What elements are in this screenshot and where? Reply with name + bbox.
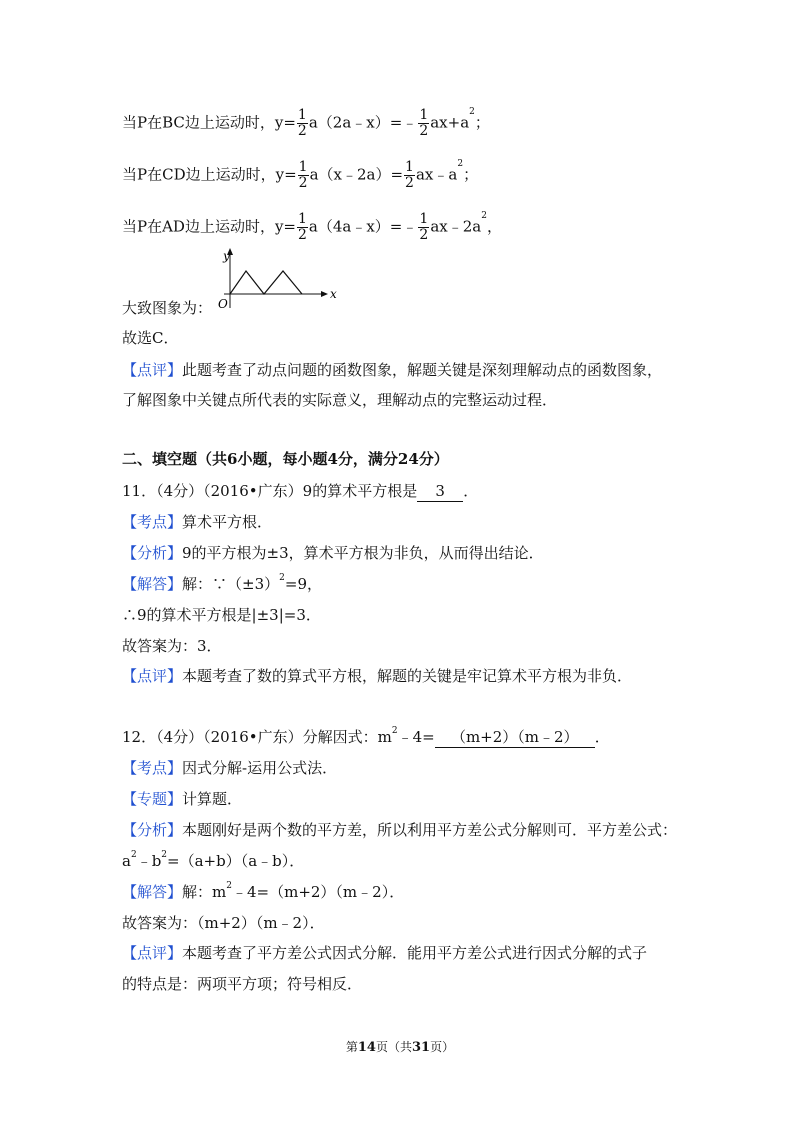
fenxi-tag: 【分析】 — [122, 544, 183, 562]
review-text: 此题考查了动点问题的函数图象，解题关键是深刻理解动点的函数图象， — [182, 361, 663, 379]
jieda-tag: 【解答】 — [122, 883, 183, 901]
dianping-text: 本题考查了平方差公式因式分解．能用平方差公式进行因式分解的式子 — [182, 944, 648, 962]
function-graph — [212, 246, 340, 312]
jieda-tag: 【解答】 — [122, 575, 183, 593]
superscript: 2 — [226, 881, 232, 891]
zhuanti-tag: 【专题】 — [122, 790, 183, 808]
fraction — [298, 160, 309, 191]
numerator: 1 — [405, 159, 414, 175]
solution-line-ad — [122, 212, 502, 243]
q12-kaodian — [122, 758, 337, 778]
origin-label: O — [218, 297, 228, 311]
footer-text: 第 — [345, 1040, 358, 1054]
y-eq: y= — [274, 113, 296, 132]
q12-dianping-2: 的特点是：两项平方项；符号相反． — [122, 975, 363, 993]
review-line-1 — [122, 360, 662, 380]
q11-final: 故答案为：3． — [122, 637, 222, 655]
solution-line-cd — [122, 160, 478, 191]
superscript: 2 — [481, 211, 487, 221]
jieda-end: =9， — [284, 575, 322, 593]
expr-mid: a（4a﹣x）=﹣ — [308, 217, 418, 236]
q12-fenxi — [122, 820, 677, 840]
q12-final: 故答案为：（m+2）（m﹣2）． — [122, 914, 325, 932]
superscript: 2 — [469, 107, 475, 117]
q11-stem — [122, 481, 478, 502]
footer-text: 页（共 — [375, 1040, 412, 1054]
denominator: 2 — [298, 227, 307, 243]
q12-stem-end: ． — [594, 728, 610, 746]
expr-end: ； — [463, 165, 479, 184]
review-line-2: 了解图象中关键点所代表的实际意义，理解动点的完整运动过程． — [122, 391, 558, 409]
jieda-text: 解：∵（±3） — [182, 575, 280, 593]
superscript: 2 — [130, 850, 137, 860]
superscript: 2 — [279, 573, 285, 583]
fraction — [418, 108, 429, 139]
superscript: 2 — [161, 850, 168, 860]
fraction — [297, 212, 308, 243]
kaodian-text: 算术平方根． — [182, 513, 273, 531]
line-prefix: 当P在CD边上运动时， — [122, 165, 276, 184]
q12-jieda — [122, 882, 404, 902]
denominator: 2 — [297, 123, 307, 139]
axis-x-label: x — [330, 287, 337, 301]
kaodian-text: 因式分解-运用公式法． — [182, 759, 338, 777]
q11-stem-text: 11．（4分）（2016•广东）9的算术平方根是 — [122, 482, 418, 500]
q11-fenxi — [122, 543, 544, 563]
expr-tail: ax﹣a — [415, 165, 458, 184]
expr-tail: ax﹣2a — [430, 217, 482, 236]
expr-end: ， — [486, 217, 502, 236]
q11-dianping — [122, 666, 632, 686]
fraction — [418, 212, 429, 243]
superscript: 2 — [391, 726, 398, 736]
zhuanti-text: 计算题． — [182, 790, 243, 808]
superscript: 2 — [457, 159, 464, 169]
axis-y-label: y — [223, 249, 230, 263]
q11-therefore: ∴9的算术平方根是|±3|=3． — [122, 606, 321, 624]
denominator: 2 — [419, 227, 429, 243]
choice-line: 故选C． — [122, 329, 179, 347]
y-eq: y= — [274, 217, 296, 236]
line-prefix: 当P在BC边上运动时， — [122, 113, 275, 132]
q12-zhuanti — [122, 789, 242, 809]
y-eq: y= — [275, 165, 297, 184]
q12-stem-mid: ﹣4= — [397, 728, 435, 746]
formula-mid: ﹣b — [136, 852, 162, 870]
solution-line-bc — [122, 108, 490, 139]
q12-stem — [122, 727, 610, 748]
kaodian-tag: 【考点】 — [122, 759, 183, 777]
line-prefix: 当P在AD边上运动时， — [122, 217, 275, 236]
q11-stem-end: ． — [463, 482, 479, 500]
expr-end: ； — [474, 113, 490, 132]
denominator: 2 — [298, 175, 308, 191]
expr-mid: a（x﹣2a）= — [309, 165, 404, 184]
denominator: 2 — [419, 123, 429, 139]
q12-dianping-1 — [122, 943, 647, 963]
jieda-text: 解：m — [182, 883, 227, 901]
q11-answer: 3 — [417, 481, 463, 502]
dianping-text: 本题考查了数的算式平方根，解题的关键是牢记算术平方根为非负． — [182, 667, 633, 685]
numerator: 1 — [298, 211, 307, 227]
q12-stem-text: 12．（4分）（2016•广东）分解因式：m — [122, 728, 392, 746]
section-title: 二、填空题（共6小题，每小题4分，满分24分） — [122, 450, 449, 468]
fenxi-text: 本题刚好是两个数的平方差，所以利用平方差公式分解则可．平方差公式： — [182, 821, 678, 839]
numerator: 1 — [419, 211, 429, 227]
review-tag: 【点评】 — [122, 361, 183, 379]
dianping-tag: 【点评】 — [122, 944, 183, 962]
formula-a: a — [122, 852, 131, 870]
fenxi-text: 9的平方根为±3，算术平方根为非负，从而得出结论． — [182, 544, 544, 562]
page-number: 14 — [357, 1040, 376, 1055]
q12-answer: （m+2）（m﹣2） — [435, 727, 595, 748]
numerator: 1 — [298, 159, 308, 175]
q11-kaodian — [122, 512, 272, 532]
numerator: 1 — [419, 107, 429, 123]
numerator: 1 — [297, 107, 307, 123]
q12-formula — [122, 851, 304, 871]
dianping-tag: 【点评】 — [122, 667, 183, 685]
fenxi-tag: 【分析】 — [122, 821, 183, 839]
expr-tail: ax+a — [430, 113, 470, 132]
page-footer — [0, 1038, 800, 1055]
kaodian-tag: 【考点】 — [122, 513, 183, 531]
fraction — [297, 108, 308, 139]
footer-text: 页） — [430, 1040, 455, 1054]
jieda-end: ﹣4=（m+2）（m﹣2）． — [231, 883, 405, 901]
q11-jieda — [122, 574, 322, 594]
fraction — [404, 160, 415, 191]
page-total: 31 — [412, 1040, 431, 1055]
denominator: 2 — [405, 175, 414, 191]
expr-mid: a（2a﹣x）=﹣ — [308, 113, 418, 132]
graph-label: 大致图象为： — [122, 299, 213, 317]
formula-end: =（a+b）（a﹣b）． — [167, 852, 305, 870]
